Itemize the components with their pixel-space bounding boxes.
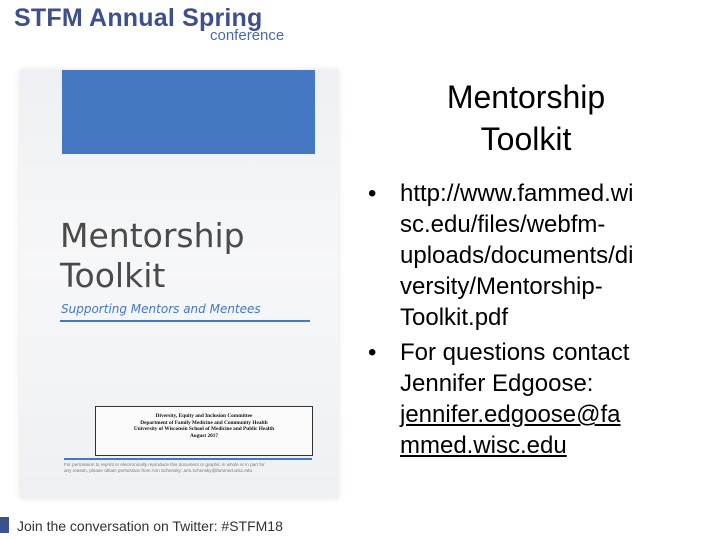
footer-twitter-text: Join the conversation on Twitter: #STFM18: [17, 518, 283, 534]
bullet-marker: •: [368, 339, 377, 366]
cover-title-line: Mentorship: [60, 216, 245, 255]
footer-accent-square: [0, 517, 9, 533]
cover-blue-band: [62, 70, 315, 154]
contact-text: [400, 337, 703, 461]
cover-fine-print: [64, 462, 314, 474]
slide-title-line: Mentorship: [446, 79, 606, 115]
slide-title: [395, 76, 657, 160]
toolkit-cover-image: [20, 70, 338, 498]
cover-title: [60, 216, 245, 296]
cover-fine-line: For permission to reprint or electronically reproduce this document or graphic in whole or in part for: [64, 462, 265, 467]
toolkit-url-text[interactable]: [400, 178, 703, 333]
cover-subtitle: Supporting Mentors and Mentees: [61, 302, 261, 316]
email-link-line[interactable]: jennifer.edgoose@fa: [400, 401, 621, 428]
cover-bottom-divider: [64, 458, 312, 460]
url-line[interactable]: sc.edu/files/webfm-: [400, 211, 606, 238]
cover-divider: [60, 320, 310, 322]
url-line[interactable]: Toolkit.pdf: [400, 304, 509, 331]
cover-box-line: Department of Family Medicine and Community Health: [140, 419, 268, 426]
logo-subtitle: conference: [210, 27, 285, 44]
cover-title-line: Toolkit: [60, 256, 166, 295]
cover-fine-line: any reason, please obtain permission from Ann Schensky: ann.schensky@fammed.wisc.edu: [64, 468, 252, 473]
cover-box-line: University of Wisconsin School of Medicine and Public Health: [133, 426, 275, 432]
url-line[interactable]: versity/Mentorship-: [400, 273, 603, 300]
slide-title-line: Toolkit: [480, 121, 572, 157]
bullet-marker: •: [368, 180, 377, 207]
cover-committee-box: [95, 406, 313, 456]
logo-title: STFM Annual Spring: [14, 4, 263, 32]
bullet-item-toolkit-url[interactable]: [368, 178, 703, 333]
email-link-line[interactable]: mmed.wisc.edu: [400, 432, 567, 459]
url-line[interactable]: uploads/documents/di: [400, 242, 634, 269]
url-line[interactable]: http://www.fammed.wi: [400, 180, 634, 207]
contact-line: For questions contact: [400, 339, 630, 366]
bullet-list: [368, 178, 703, 465]
bullet-item-contact: [368, 337, 703, 461]
cover-box-line: Diversity, Equity and Inclusion Committee: [155, 413, 253, 419]
contact-line: Jennifer Edgoose:: [400, 370, 594, 397]
cover-box-line: August 2017: [189, 432, 219, 439]
